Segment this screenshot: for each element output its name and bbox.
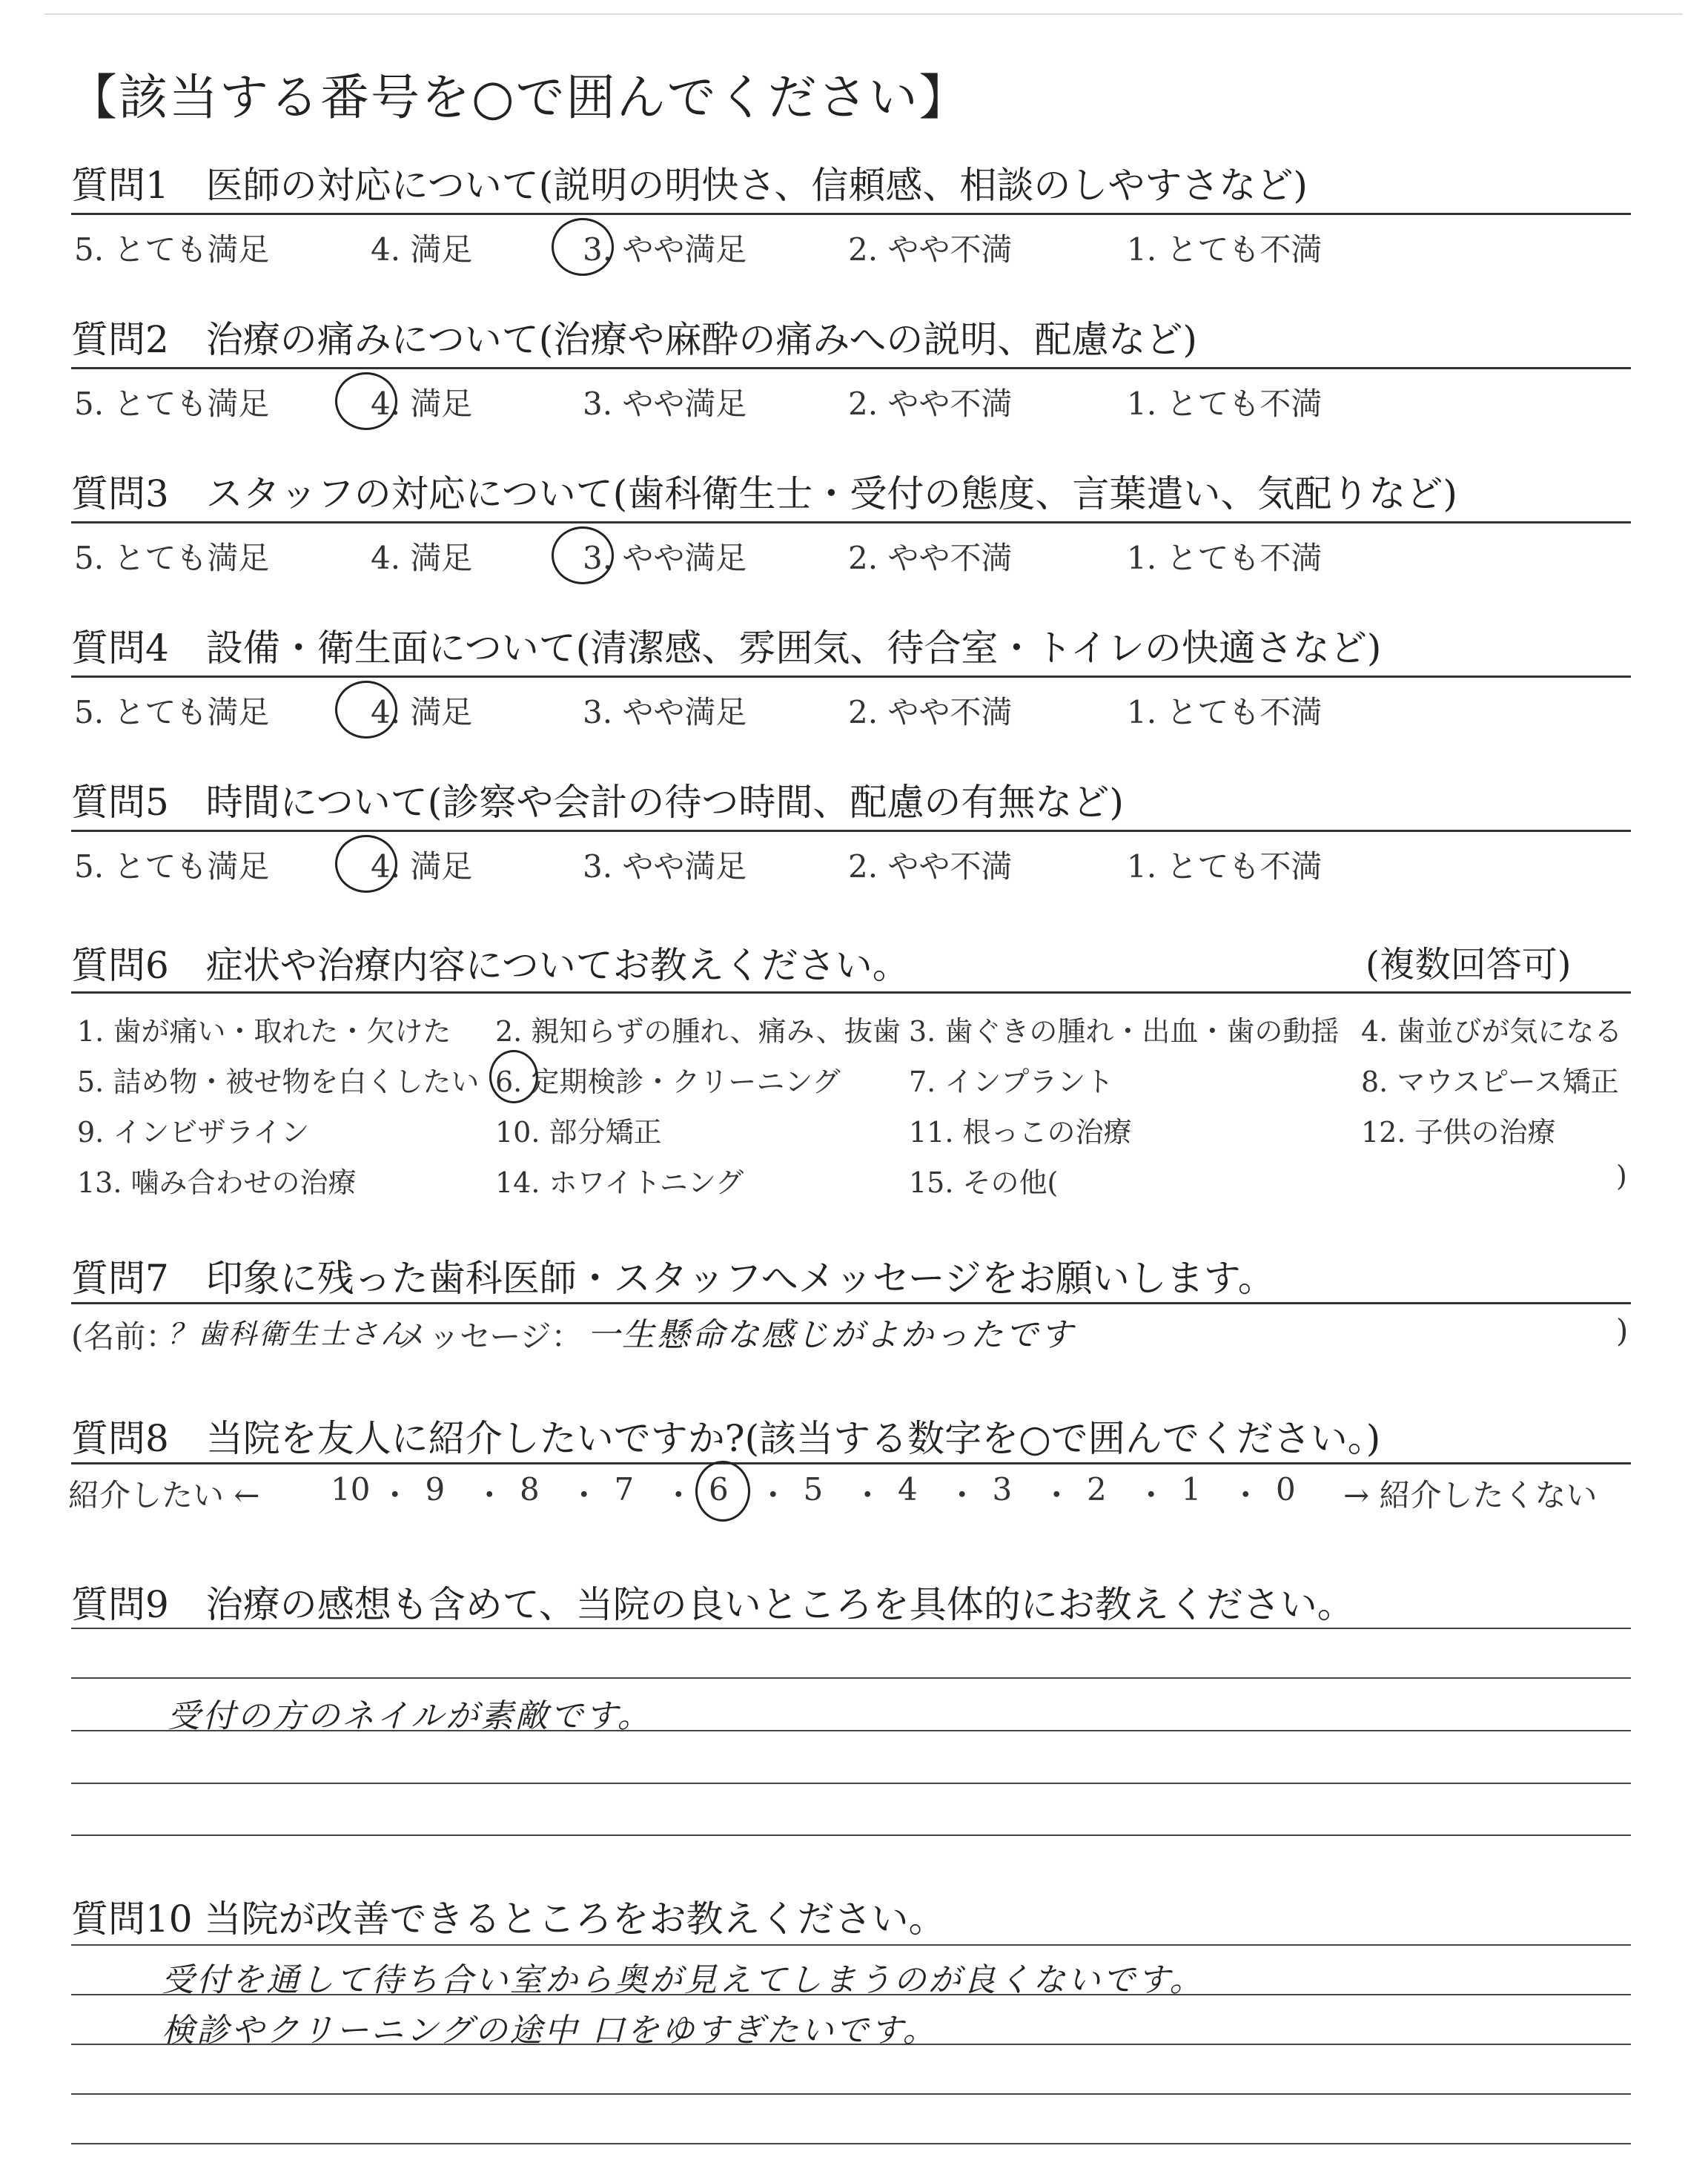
q2-title: 質問2 治療の痛みについて(治療や麻酔の痛みへの説明、配慮など) [71, 318, 1197, 361]
q1-selected-circle [552, 218, 614, 276]
q1-option-2[interactable]: 2. やや不満 [848, 231, 1013, 268]
q6-option-9[interactable]: 9. インビザライン [77, 1116, 310, 1149]
q2-option-2[interactable]: 2. やや不満 [848, 386, 1013, 422]
q6-option-7[interactable]: 7. インプラント [909, 1066, 1114, 1098]
q6-option-11[interactable]: 11. 根っこの治療 [909, 1116, 1132, 1149]
q9-line-4 [71, 1834, 1631, 1836]
q6-option-12[interactable]: 12. 子供の治療 [1361, 1116, 1556, 1149]
q4-option-5[interactable]: 5. とても満足 [74, 694, 270, 730]
q7-close-paren: ) [1616, 1312, 1629, 1349]
page-title: 【該当する番号を○で囲んでください】 [68, 69, 970, 126]
q8-scale-7[interactable]: 7 [614, 1471, 635, 1507]
q1-rule [71, 213, 1631, 215]
q6-option-15[interactable]: 15. その他( [909, 1166, 1059, 1199]
top-edge-line [44, 13, 1683, 15]
q8-scale-dot: ・ [1041, 1477, 1073, 1513]
q4-option-4[interactable]: 4. 満足 [371, 694, 473, 730]
q7-title: 質問7 印象に残った歯科医師・スタッフへメッセージをお願いします。 [71, 1257, 1275, 1300]
q1-option-5[interactable]: 5. とても満足 [74, 231, 270, 268]
q8-scale-dot: ・ [379, 1477, 411, 1513]
q9-line-1 [71, 1677, 1631, 1679]
q2-option-3[interactable]: 3. やや満足 [583, 386, 747, 422]
q4-title: 質問4 設備・衛生面について(清潔感、雰囲気、待合室・トイレの快適さなど) [71, 627, 1382, 670]
q5-option-3[interactable]: 3. やや満足 [583, 848, 747, 885]
q5-rule [71, 830, 1631, 832]
q6-option-10[interactable]: 10. 部分矯正 [495, 1116, 662, 1149]
q6-selected-circle [489, 1050, 538, 1103]
q1-option-3[interactable]: 3. やや満足 [583, 231, 747, 268]
q8-scale-4[interactable]: 4 [898, 1471, 918, 1507]
q10-rule [71, 1944, 1631, 1946]
q5-option-1[interactable]: 1. とても不満 [1127, 848, 1323, 885]
q8-scale-10[interactable]: 10 [331, 1471, 371, 1507]
q7-message-value[interactable]: 一生懸命な感じがよかったです [587, 1316, 1075, 1354]
q3-option-2[interactable]: 2. やや不満 [848, 540, 1013, 576]
q1-option-1[interactable]: 1. とても不満 [1127, 231, 1323, 268]
q8-scale-dot: ・ [568, 1477, 600, 1513]
q5-option-5[interactable]: 5. とても満足 [74, 848, 270, 885]
q1-option-4[interactable]: 4. 満足 [371, 231, 473, 268]
q6-rule [71, 991, 1631, 994]
q4-option-2[interactable]: 2. やや不満 [848, 694, 1013, 730]
q3-option-1[interactable]: 1. とても不満 [1127, 540, 1323, 576]
q10-title: 質問10 当院が改善できるところをお教えください。 [71, 1898, 946, 1941]
q8-scale-9[interactable]: 9 [425, 1471, 446, 1507]
q3-title: 質問3 スタッフの対応について(歯科衛生士・受付の態度、言葉遣い、気配りなど) [71, 472, 1457, 515]
q6-option-1[interactable]: 1. 歯が痛い・取れた・欠けた [77, 1015, 451, 1048]
q6-option-6[interactable]: 6. 定期検診・クリーニング [495, 1066, 841, 1098]
q9-answer[interactable]: 受付の方のネイルが素敵です。 [168, 1697, 652, 1735]
q8-scale-dot: ・ [1135, 1477, 1167, 1513]
q8-scale-3[interactable]: 3 [992, 1471, 1013, 1507]
q8-scale-dot: ・ [852, 1477, 884, 1513]
q6-option-3[interactable]: 3. 歯ぐきの腫れ・出血・歯の動揺 [909, 1015, 1340, 1048]
q5-selected-circle [335, 835, 397, 893]
q2-option-4[interactable]: 4. 満足 [371, 386, 473, 422]
q8-scale-1[interactable]: 1 [1181, 1471, 1202, 1507]
q8-scale-dot: ・ [474, 1477, 506, 1513]
q7-name-value[interactable]: ？歯科衛生士さん [168, 1318, 411, 1350]
q6-option-8[interactable]: 8. マウスピース矯正 [1361, 1066, 1619, 1098]
q6-option-4[interactable]: 4. 歯並びが気になる [1361, 1015, 1623, 1048]
q8-title: 質問8 当院を友人に紹介したいですか?(該当する数字を○で囲んでください。) [71, 1417, 1381, 1460]
q6-option-13[interactable]: 13. 噛み合わせの治療 [77, 1166, 357, 1199]
q3-rule [71, 521, 1631, 524]
q8-scale-6[interactable]: 6 [709, 1471, 729, 1507]
q2-option-5[interactable]: 5. とても満足 [74, 386, 270, 422]
q2-rule [71, 367, 1631, 369]
q6-option-2[interactable]: 2. 親知らずの腫れ、痛み、抜歯 [495, 1015, 901, 1048]
q1-title: 質問1 医師の対応について(説明の明快さ、信頼感、相談のしやすさなど) [71, 164, 1308, 207]
q7-message-label: メッセージ： [397, 1318, 583, 1355]
q8-right-label: → 紹介したくない [1343, 1477, 1598, 1513]
q6-option-5[interactable]: 5. 詰め物・被せ物を白くしたい [77, 1066, 480, 1098]
q8-scale-dot: ・ [946, 1477, 978, 1513]
q8-scale-8[interactable]: 8 [520, 1471, 540, 1507]
q8-scale-dot: ・ [663, 1477, 695, 1513]
q9-rule [71, 1628, 1631, 1629]
q2-option-1[interactable]: 1. とても不満 [1127, 386, 1323, 422]
q8-scale-dot: ・ [757, 1477, 789, 1513]
q2-selected-circle [335, 372, 397, 430]
q8-scale-2[interactable]: 2 [1087, 1471, 1107, 1507]
q3-option-3[interactable]: 3. やや満足 [583, 540, 747, 576]
q6-title: 質問6 症状や治療内容についてお教えください。 [71, 944, 910, 987]
q5-title: 質問5 時間について(診察や会計の待つ時間、配慮の有無など) [71, 781, 1124, 824]
q7-name-label: (名前： [71, 1318, 177, 1355]
q5-option-2[interactable]: 2. やや不満 [848, 848, 1013, 885]
q4-selected-circle [335, 681, 397, 739]
q6-option-14[interactable]: 14. ホワイトニング [495, 1166, 744, 1199]
q10-line-3 [71, 2093, 1631, 2095]
q9-title: 質問9 治療の感想も含めて、当院の良いところを具体的にお教えください。 [71, 1583, 1354, 1626]
q8-scale-dot: ・ [1230, 1477, 1262, 1513]
q6-multi-note: (複数回答可) [1366, 944, 1572, 985]
q5-option-4[interactable]: 4. 満足 [371, 848, 473, 885]
q4-rule [71, 676, 1631, 678]
q8-rule [71, 1462, 1631, 1464]
q3-option-4[interactable]: 4. 満足 [371, 540, 473, 576]
q10-line-4 [71, 2143, 1631, 2144]
q8-selected-circle [695, 1461, 750, 1522]
q9-line-3 [71, 1783, 1631, 1784]
q8-scale-0[interactable]: 0 [1276, 1471, 1296, 1507]
q8-left-label: 紹介したい ← [68, 1477, 260, 1513]
q4-option-1[interactable]: 1. とても不満 [1127, 694, 1323, 730]
q6-other-close: ) [1616, 1160, 1627, 1192]
q3-option-5[interactable]: 5. とても満足 [74, 540, 270, 576]
q7-rule [71, 1302, 1631, 1304]
q3-selected-circle [552, 526, 614, 584]
q8-scale-5[interactable]: 5 [803, 1471, 824, 1507]
q10-answer-1[interactable]: 受付を通して待ち合い室から奥が見えてしまうのが良くないです。 [162, 1961, 1205, 1999]
q10-answer-2[interactable]: 検診やクリーニングの途中 口をゆすぎたいです。 [162, 2012, 938, 2050]
q4-option-3[interactable]: 3. やや満足 [583, 694, 747, 730]
